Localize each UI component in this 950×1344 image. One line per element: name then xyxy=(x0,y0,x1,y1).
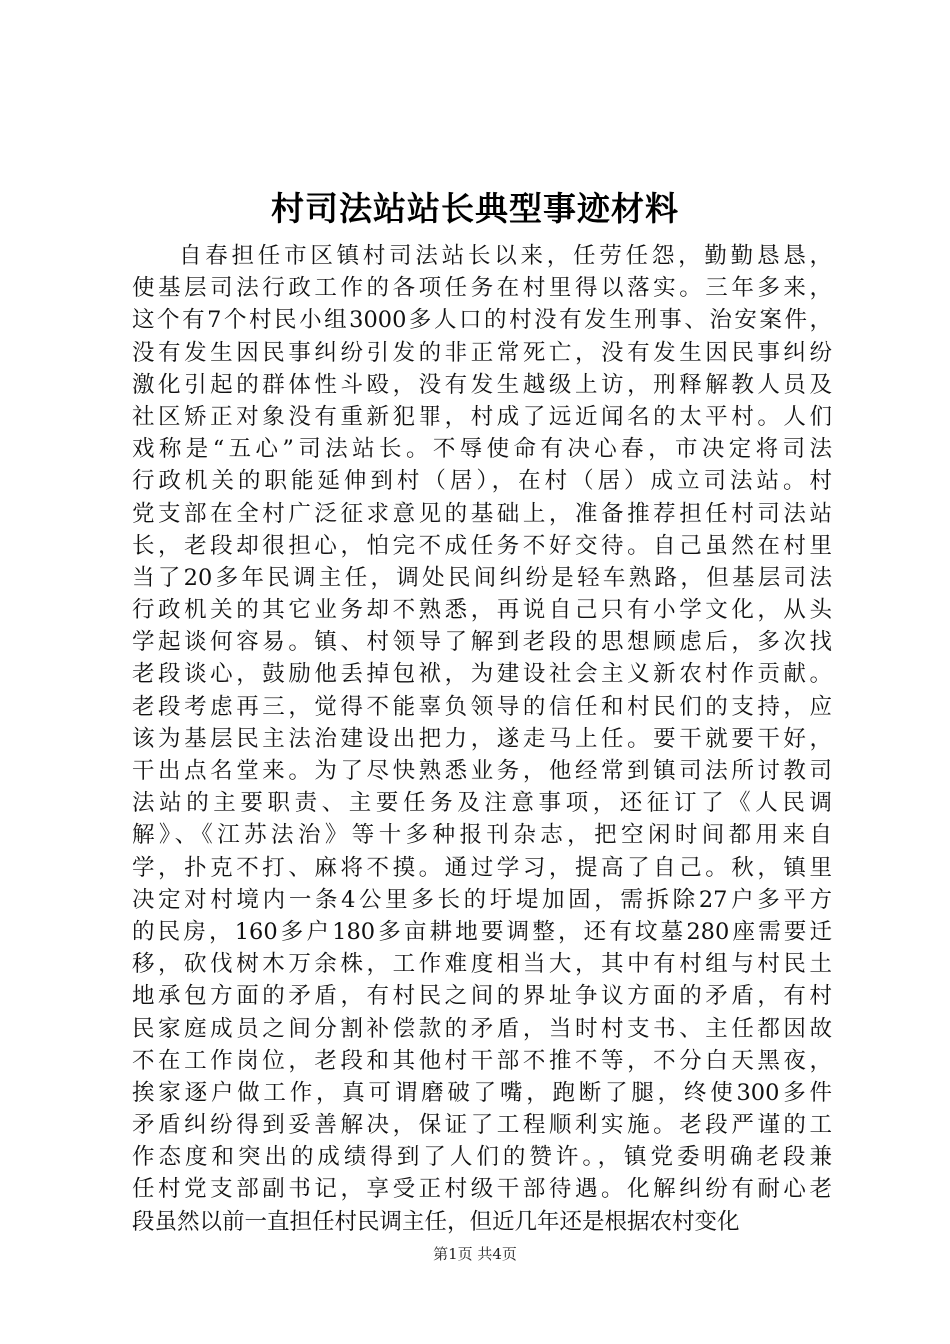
text-line: 移，砍伐树木万余株，工作难度相当大，其中有村组与村民土 xyxy=(132,951,832,978)
text-line: 民家庭成员之间分割补偿款的矛盾，当时村支书、主任都因故 xyxy=(132,1015,832,1042)
text-line: 该为基层民主法治建设出把力，遂走马上任。要干就要干好， xyxy=(132,725,832,752)
text-line: 地承包方面的矛盾，有村民之间的界址争议方面的矛盾，有村 xyxy=(132,983,832,1010)
text-line: 不在工作岗位，老段和其他村干部不推不等，不分白天黑夜， xyxy=(132,1047,832,1074)
text-line: 行政机关的职能延伸到村（居），在村（居）成立司法站。村 xyxy=(132,468,832,495)
text-line: 矛盾纠纷得到妥善解决，保证了工程顺利实施。老段严谨的工 xyxy=(132,1112,832,1139)
text-line: 决定对村境内一条4公里多长的圩堤加固，需拆除27户多平方 xyxy=(132,886,832,913)
text-line: 段虽然以前一直担任村民调主任，但近几年还是根据农村变化 xyxy=(132,1208,740,1235)
text-line: 干出点名堂来。为了尽快熟悉业务，他经常到镇司法所讨教司 xyxy=(132,758,832,784)
text-line: 没有发生因民事纠纷引发的非正常死亡，没有发生因民事纠纷 xyxy=(132,339,832,366)
text-line: 学起谈何容易。镇、村领导了解到老段的思想顾虑后，多次找 xyxy=(132,629,832,656)
text-line: 社区矫正对象没有重新犯罪，村成了远近闻名的太平村。人们 xyxy=(132,403,832,430)
text-line: 使基层司法行政工作的各项任务在村里得以落实。三年多来， xyxy=(132,275,832,302)
body-text xyxy=(132,240,832,1238)
text-line: 的民房，160多户180多亩耕地要调整，还有坟墓280座需要迁 xyxy=(132,918,832,945)
text-line: 当了20多年民调主任，调处民间纠纷是轻车熟路，但基层司法 xyxy=(132,564,832,591)
text-line: 这个有7个村民小组3000多人口的村没有发生刑事、治安案件， xyxy=(132,307,832,334)
text-line: 挨家逐户做工作，真可谓磨破了嘴，跑断了腿，终使300多件 xyxy=(132,1079,832,1106)
text-line: 党支部在全村广泛征求意见的基础上，准备推荐担任村司法站 xyxy=(132,500,832,527)
text-line: 自春担任市区镇村司法站长以来，任劳任怨，勤勤恳恳， xyxy=(179,243,832,269)
text-line: 任村党支部副书记，享受正村级干部待遇。化解纠纷有耐心老 xyxy=(132,1176,832,1203)
text-line: 解》、《江苏法治》等十多种报刊杂志，把空闲时间都用来自 xyxy=(132,822,832,849)
text-line: 行政机关的其它业务却不熟悉，再说自己只有小学文化，从头 xyxy=(132,597,832,624)
text-line: 法站的主要职责、主要任务及注意事项，还征订了《人民调 xyxy=(132,790,832,817)
page-footer: 第1页 共4页 xyxy=(433,1245,517,1263)
text-line: 老段谈心，鼓励他丢掉包袱，为建设社会主义新农村作贡献。 xyxy=(132,661,832,688)
text-line: 激化引起的群体性斗殴，没有发生越级上访，刑释解教人员及 xyxy=(132,371,832,398)
text-line: 学，扑克不打、麻将不摸。通过学习，提高了自己。秋，镇里 xyxy=(132,854,832,881)
text-line: 老段考虑再三，觉得不能辜负领导的信任和村民们的支持，应 xyxy=(132,693,832,720)
text-line: 戏称是“五心”司法站长。不辱使命有决心春，市决定将司法 xyxy=(132,436,832,463)
text-line: 长，老段却很担心，怕完不成任务不好交待。自己虽然在村里 xyxy=(132,532,832,559)
text-line: 作态度和突出的成绩得到了人们的赞许。，镇党委明确老段兼 xyxy=(132,1144,832,1171)
document-title: 村司法站站长典型事迹材料 xyxy=(271,189,679,228)
